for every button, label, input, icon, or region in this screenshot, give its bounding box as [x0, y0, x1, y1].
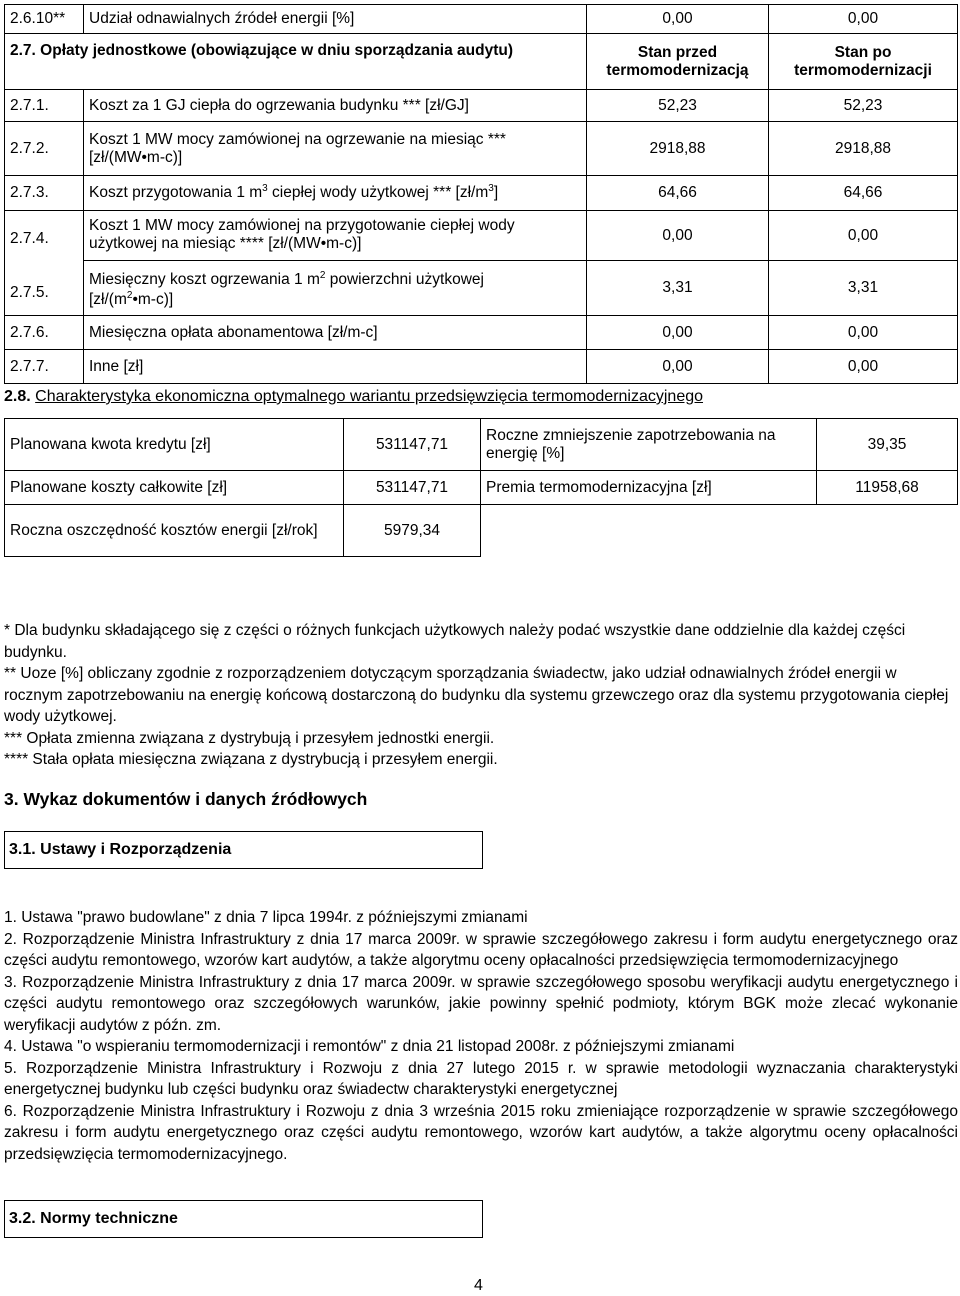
- value-before: 0,00: [586, 349, 769, 384]
- references-list: [4, 907, 958, 1165]
- row-num: 2.7.7.: [4, 349, 84, 384]
- value-after: 64,66: [768, 175, 958, 211]
- list-item: 4. Ustawa "o wspieraniu termomodernizacji i remontów" z dnia 21 listopad 2008r. z późniejszymi zmianami: [4, 1038, 735, 1055]
- row-num: 2.6.10**: [4, 4, 84, 34]
- premium-label: Premia termomodernizacyjna [zł]: [480, 470, 817, 505]
- page-number: 4: [474, 1277, 483, 1294]
- row-num: 2.7.5.: [10, 284, 49, 301]
- list-item: 2. Rozporządzenie Ministra Infrastruktury z dnia 17 marca 2009r. w sprawie szczegółowego zakresu i form audytu energetycznego oraz części audytu remontowego, wzorów kart audytów, a także algorytmu oceny opłacalności przedsięwzięcia termomodernizacyjnego: [4, 930, 958, 969]
- row-num: 2.7.3.: [4, 175, 84, 211]
- section-2-7-header: 2.7. Opłaty jednostkowe (obowiązujące w dniu sporządzania audytu): [4, 33, 587, 90]
- footnote: **** Stała opłata miesięczna związana z dystrybucją i przesyłem energii.: [4, 751, 498, 768]
- reduction-value: 39,35: [816, 418, 958, 471]
- row-num: 2.7.6.: [4, 315, 84, 350]
- footnote: *** Opłata zmienna związana z dystrybują i przesyłem jednostki energii.: [4, 729, 495, 747]
- value-before: 3,31: [586, 260, 769, 316]
- row-num: 2.7.4.: [10, 230, 49, 247]
- savings-label: Roczna oszczędność kosztów energii [zł/rok]: [4, 504, 344, 557]
- value-after: 2918,88: [768, 121, 958, 176]
- row-num: 2.7.2.: [4, 121, 84, 176]
- value-before: 64,66: [586, 175, 769, 211]
- value-before: 2918,88: [586, 121, 769, 176]
- section-3-2-title: 3.2. Normy techniczne: [4, 1200, 483, 1238]
- row-label: Inne [zł]: [83, 349, 587, 384]
- list-item: 3. Rozporządzenie Ministra Infrastruktury z dnia 17 marca 2009r. w sprawie szczegółowego sposobu weryfikacji audytu energetycznego i części audytu remontowego oraz szczegółowych warunków, jakie powinny spełnić podmioty, którym BGK może zlecać wykonanie weryfikacji audytów z późn. zm.: [4, 973, 958, 1034]
- list-item: 6. Rozporządzenie Ministra Infrastruktury i Rozwoju z dnia 3 września 2015 roku zmieniające rozporządzenie w sprawie szczegółowego zakresu i form audytu energetycznego oraz części audytu remontowego, wzorów kart audytów, a także algorytmu oceny opłacalności przedsięwzięcia termomodernizacyjnego.: [4, 1102, 958, 1163]
- premium-value: 11958,68: [816, 470, 958, 505]
- credit-value: 531147,71: [343, 418, 481, 471]
- value-before: 52,23: [586, 89, 769, 122]
- value-after: 0,00: [768, 349, 958, 384]
- section-3-1-title: 3.1. Ustawy i Rozporządzenia: [4, 831, 483, 869]
- value-after: 0,00: [768, 210, 958, 261]
- row-label: Koszt 1 MW mocy zamówionej na ogrzewanie na miesiąc *** [zł/(MW•m-c)]: [83, 121, 587, 176]
- footnote: ** Uoze [%] obliczany zgodnie z rozporządzeniem dotyczącym sporządzania świadectw, jako udział odnawialnych źródeł energii w rocznym zapotrzebowaniu na energię końcową dostarczoną do budynku dla systemu grzewczego oraz dla systemu przygotowania ciepłej wody użytkowej.: [4, 665, 949, 725]
- section-2-8-title: 2.8. Charakterystyka ekonomiczna optymalnego wariantu przedsięwzięcia termomodernizacyjnego: [4, 388, 704, 405]
- value-before: 0,00: [586, 210, 769, 261]
- value-after: 3,31: [768, 260, 958, 316]
- credit-label: Planowana kwota kredytu [zł]: [4, 418, 344, 471]
- list-item: 1. Ustawa "prawo budowlane" z dnia 7 lipca 1994r. z późniejszymi zmianami: [4, 909, 528, 926]
- value-after: 0,00: [768, 4, 958, 34]
- row-label: Miesięczny koszt ogrzewania 1 $m^2$ powierzchni użytkowej $[zł/(m^2•m-c)]$: [83, 260, 587, 316]
- total-cost-label: Planowane koszty całkowite [zł]: [4, 470, 344, 505]
- row-num-group: [4, 210, 84, 316]
- footnotes: [4, 620, 954, 771]
- list-item: 5. Rozporządzenie Ministra Infrastruktury i Rozwoju z dnia 27 lutego 2015 r. w sprawie metodologii wyznaczania charakterystyki energetycznej budynku lub części budynku oraz świadectw charakterystyki energetycznej: [4, 1059, 958, 1098]
- row-num: 2.7.1.: [4, 89, 84, 122]
- reduction-label: Roczne zmniejszenie zapotrzebowania na energię [%]: [480, 418, 817, 471]
- row-label: Miesięczna opłata abonamentowa [zł/m-c]: [83, 315, 587, 350]
- value-before: 0,00: [586, 4, 769, 34]
- row-label: Koszt przygotowania 1 $m^3$ ciepłej wody użytkowej *** $[zł/m^3]$: [83, 175, 587, 211]
- footnote: * Dla budynku składającego się z części o różnych funkcjach użytkowych należy podać wszystkie dane oddzielnie dla każdej części budynku.: [4, 622, 906, 661]
- savings-value: 5979,34: [343, 504, 481, 557]
- row-label: Koszt 1 MW mocy zamówionej na przygotowanie ciepłej wody użytkowej na miesiąc **** [zł/(MW•m-c)]: [83, 210, 587, 261]
- value-after: 0,00: [768, 315, 958, 350]
- row-label: Koszt za 1 GJ ciepła do ogrzewania budynku *** [zł/GJ]: [83, 89, 587, 122]
- row-label: Udział odnawialnych źródeł energii [%]: [83, 4, 587, 34]
- value-before: 0,00: [586, 315, 769, 350]
- header-after: Stan po termomodernizacji: [768, 33, 958, 90]
- header-before: Stan przed termomodernizacją: [586, 33, 769, 90]
- value-after: 52,23: [768, 89, 958, 122]
- total-cost-value: 531147,71: [343, 470, 481, 505]
- section-3-title: 3. Wykaz dokumentów i danych źródłowych: [4, 789, 368, 809]
